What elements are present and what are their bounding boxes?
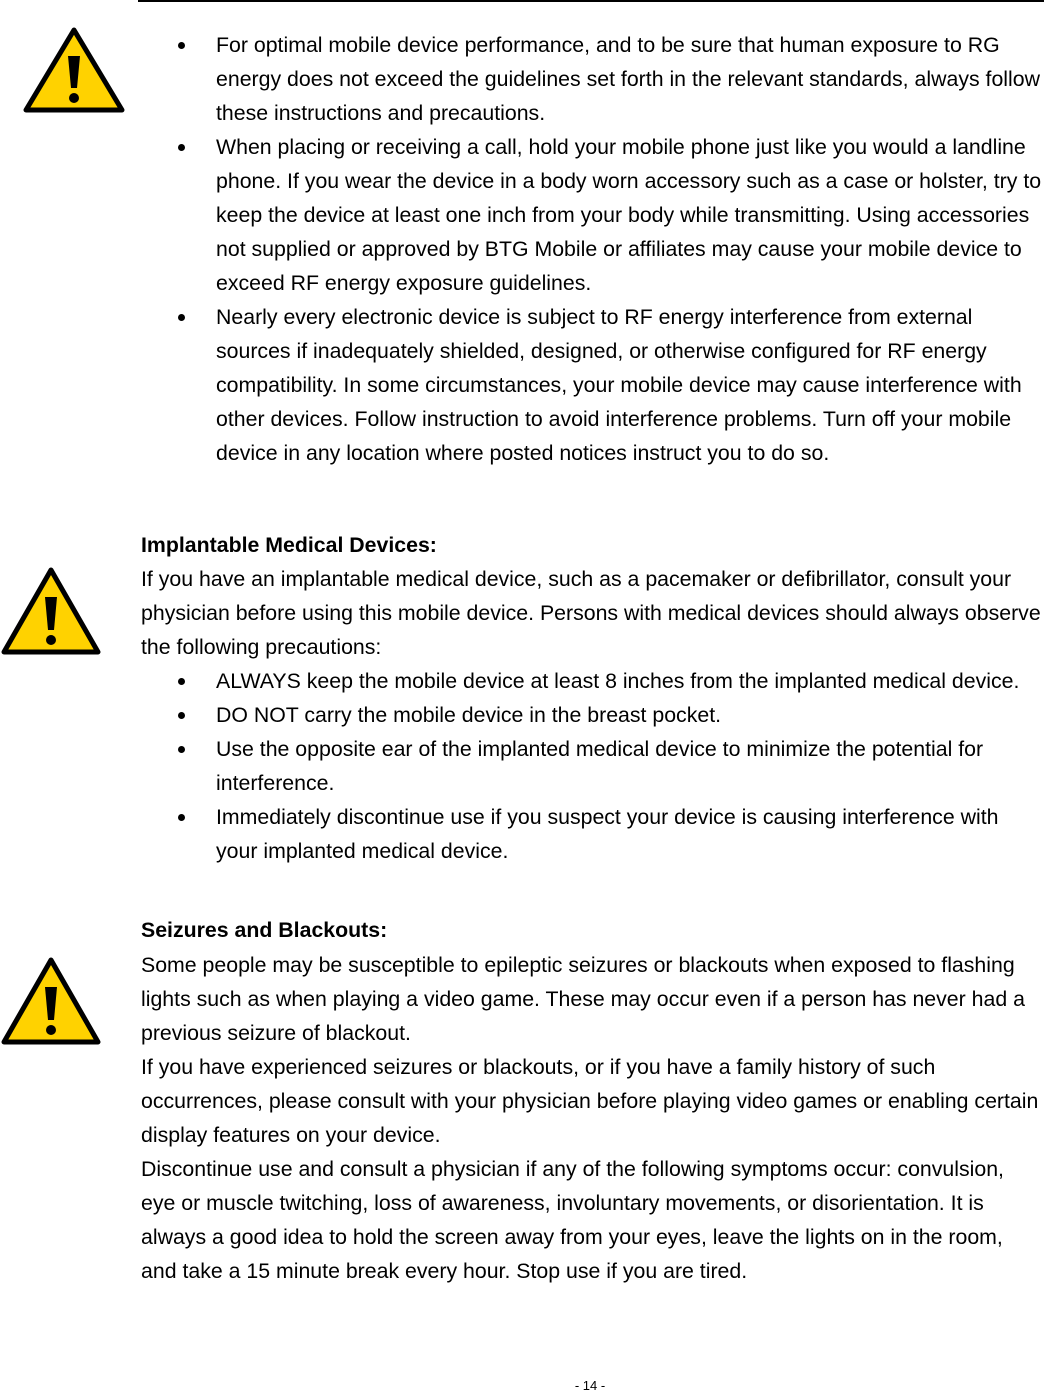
bullet-icon — [178, 712, 185, 719]
intro-bullet-list — [170, 28, 1042, 470]
list-item — [170, 300, 1042, 470]
bullet-text: Nearly every electronic device is subject to RF energy interference from external sources if inadequately shielded, designed, or otherwise configured for RF energy compatibility. In some circumstances, your mobile device may cause interference with other devices. Follow instruction to avoid interference problems. Turn off your mobile device in any location where posted notices instruct you to do so. — [216, 305, 1022, 465]
page-number: - 14 - — [574, 1378, 606, 1393]
list-item — [170, 732, 1042, 800]
bullet-text: DO NOT carry the mobile device in the breast pocket. — [216, 703, 722, 727]
seizures-paragraph-2: If you have experienced seizures or blackouts, or if you have a family history of such occurrences, please consult with your physician before playing video games or enabling certain display features on your device. — [141, 1055, 1039, 1147]
bullet-icon — [178, 678, 185, 685]
seizures-paragraph-3: Discontinue use and consult a physician if any of the following symptoms occur: convulsion, eye or muscle twitching, loss of awareness, involuntary movements, or disorientation. It is always a good idea to hold the screen away from your eyes, leave the lights on in the room, and take a 15 minute break every hour. Stop use if you are tired. — [141, 1157, 1004, 1283]
bullet-text: ALWAYS keep the mobile device at least 8 inches from the implanted medical device. — [216, 669, 1020, 693]
list-item — [170, 28, 1042, 130]
bullet-text: For optimal mobile device performance, and to be sure that human exposure to RG energy does not exceed the guidelines set forth in the relevant standards, always follow these instructions and precautions. — [216, 33, 1040, 125]
bullet-text: Immediately discontinue use if you suspect your device is causing interference with your implanted medical device. — [216, 805, 999, 863]
bullet-text: When placing or receiving a call, hold your mobile phone just like you would a landline phone. If you wear the device in a body worn accessory such as a case or holster, try to keep the device at least one inch from your body while transmitting. Using accessories not supplied or approved by BTG Mobile or affiliates may cause your mobile device to exceed RF energy exposure guidelines. — [216, 135, 1042, 295]
warning-triangle-icon — [0, 956, 102, 1046]
section-heading-implantable: Implantable Medical Devices: — [141, 533, 437, 557]
list-item — [170, 800, 1042, 868]
bullet-icon — [178, 746, 185, 753]
bullet-icon — [178, 144, 185, 151]
bullet-icon — [178, 42, 185, 49]
seizures-paragraph-1: Some people may be susceptible to epileptic seizures or blackouts when exposed to flashing lights such as when playing a video game. These may occur even if a person has never had a previous seizure of blackout. — [141, 953, 1025, 1045]
section-heading-seizures: Seizures and Blackouts: — [141, 918, 388, 942]
list-item — [170, 698, 1042, 732]
bullet-icon — [178, 814, 185, 821]
bullet-icon — [178, 314, 185, 321]
implantable-bullet-list — [170, 664, 1042, 868]
implantable-intro-paragraph: If you have an implantable medical device, such as a pacemaker or defibrillator, consult your physician before using this mobile device. Persons with medical devices should always observe the following precautions: — [141, 567, 1041, 659]
top-rule — [138, 0, 1044, 2]
list-item — [170, 664, 1042, 698]
warning-triangle-icon — [0, 566, 102, 656]
list-item — [170, 130, 1042, 300]
bullet-text: Use the opposite ear of the implanted medical device to minimize the potential for interference. — [216, 737, 984, 795]
warning-triangle-icon — [22, 26, 126, 114]
